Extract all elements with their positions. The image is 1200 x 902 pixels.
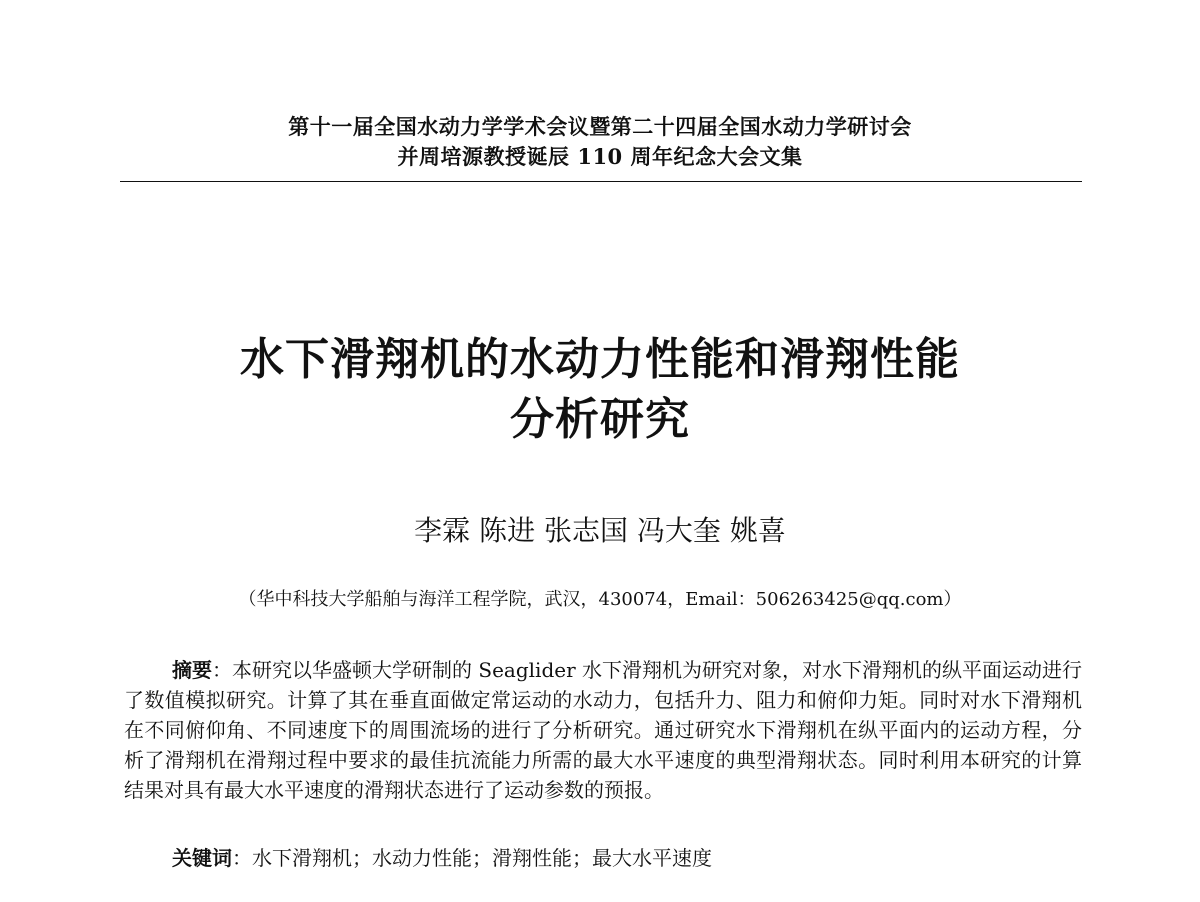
paper-title-line2: 分析研究 [510,394,690,445]
paper-title [0,330,1200,450]
keywords-separator: ： [232,846,252,870]
affiliation: （华中科技大学船舶与海洋工程学院，武汉，430074，Email：506263425@qq.com） [238,589,962,610]
author-list [0,511,1200,551]
keyword-item: 水下滑翔机 [252,846,352,870]
keywords-label: 关键词 [172,846,232,870]
keyword-separator: ； [572,846,592,870]
abstract [124,655,1082,805]
keyword-item: 滑翔性能 [492,846,572,870]
proceedings-header [0,112,1200,172]
abstract-text: 本研究以华盛顿大学研制的 Seaglider 水下滑翔机为研究对象，对水下滑翔机的纵平面运动进行了数值模拟研究。计算了其在垂直面做定常运动的水动力，包括升力、阻力和俯仰力矩。同时对水下滑翔机在不同俯仰角、不同速度下的周围流场的进行了分析研究。通过研究水下滑翔机在纵平面内的运动方程，分析了滑翔机在滑翔过程中要求的最佳抗流能力所需的最大水平速度的典型滑翔状态。同时利用本研究的计算结果对具有最大水平速度的滑翔状态进行了运动参数的预报。 [124,658,1083,802]
author-name: 姚喜 [729,514,786,547]
keywords [172,843,1082,873]
author-name: 冯大奎 [636,514,721,547]
author-name: 张志国 [543,514,628,547]
author-name: 陈进 [479,514,536,547]
abstract-label: 摘要 [172,658,213,682]
abstract-separator: ： [212,658,233,682]
keyword-item: 水动力性能 [372,846,472,870]
author-name: 李霖 [414,514,471,547]
proceedings-title-line2: 并周培源教授诞辰 110 周年纪念大会文集 [397,144,803,169]
paper-title-line1: 水下滑翔机的水动力性能和滑翔性能 [240,334,960,385]
proceedings-title-line1: 第十一届全国水动力学学术会议暨第二十四届全国水动力学研讨会 [288,114,912,139]
keyword-separator: ； [472,846,492,870]
keyword-separator: ； [352,846,372,870]
keyword-item: 最大水平速度 [592,846,712,870]
header-divider [120,181,1082,182]
